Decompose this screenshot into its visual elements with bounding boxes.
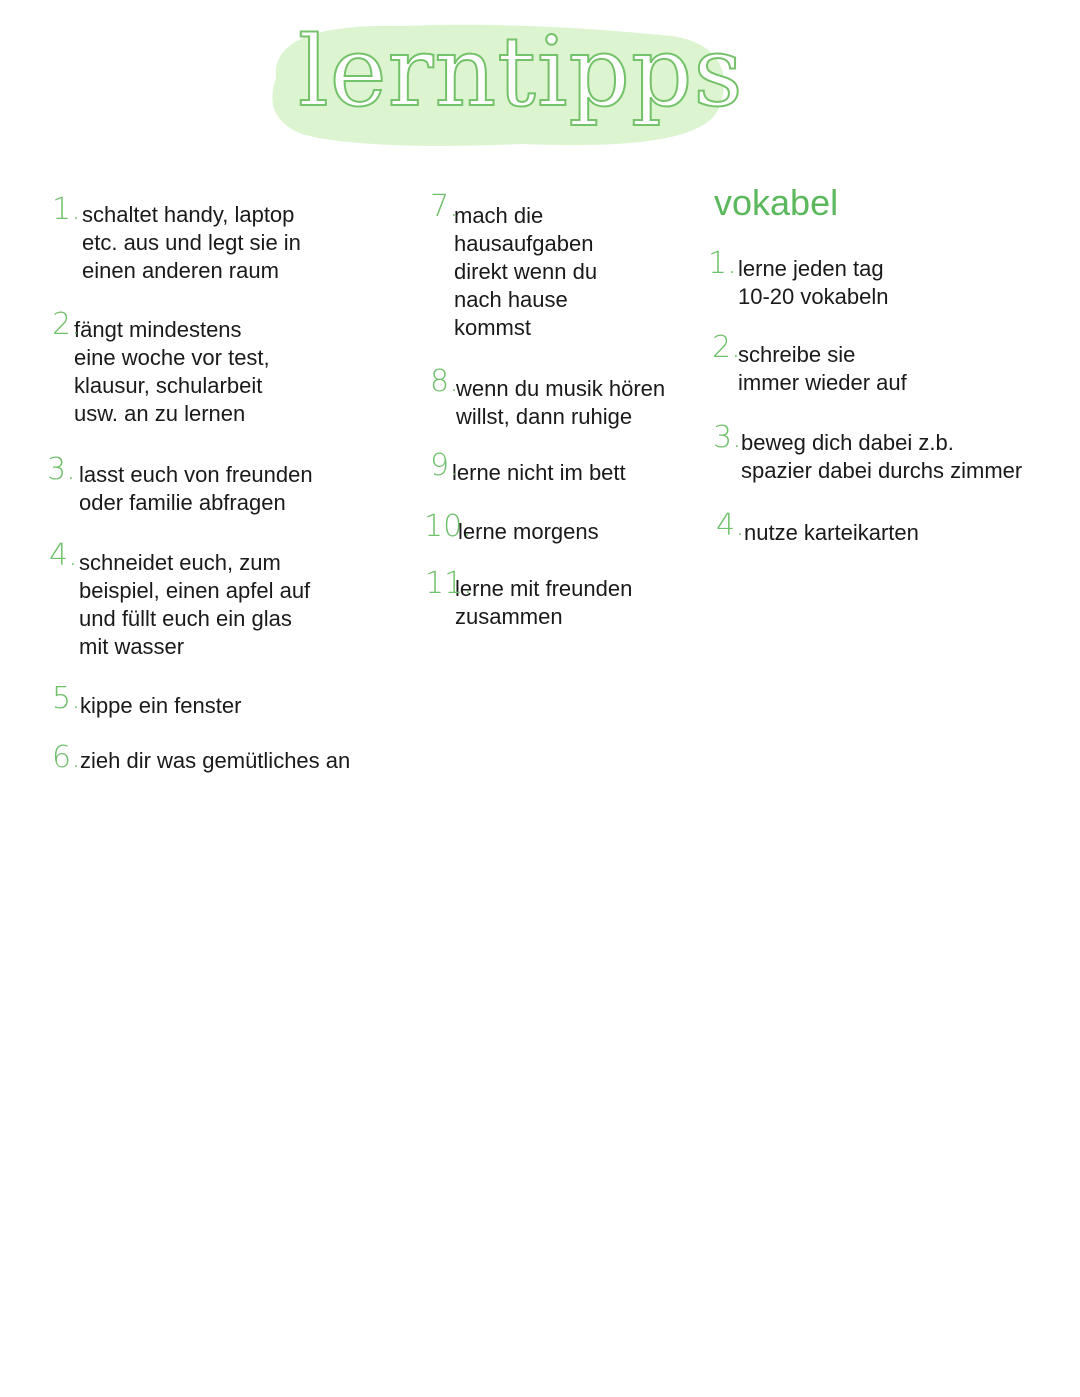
tip-item-3 xyxy=(47,452,313,517)
tip-number: 10. xyxy=(424,509,472,544)
tip-number: 9. xyxy=(430,448,459,483)
tip-text: zieh dir was gemütliches an xyxy=(80,748,351,773)
tip-text: mach die hausaufgaben direkt wenn du nach hause kommst xyxy=(454,203,598,340)
vokabel-tip-item-1 xyxy=(708,246,889,311)
tip-text: wenn du musik hören willst, dann ruhige xyxy=(456,376,666,429)
tip-number: 3. xyxy=(713,420,742,455)
tip-number: 8. xyxy=(430,364,459,399)
tip-number: 2. xyxy=(52,307,81,342)
tip-number: 5. xyxy=(52,681,81,716)
tip-item-11 xyxy=(425,566,633,631)
tip-text: lerne jeden tag 10-20 vokabeln xyxy=(738,256,889,309)
tip-number: 1. xyxy=(708,246,737,281)
tip-text: lerne nicht im bett xyxy=(452,460,626,485)
tip-item-10 xyxy=(424,509,599,546)
tip-number: 4. xyxy=(49,538,78,573)
tip-item-2 xyxy=(52,307,270,428)
vokabel-heading: vokabel xyxy=(714,182,839,223)
tip-text: nutze karteikarten xyxy=(744,520,919,545)
tip-item-6 xyxy=(52,740,351,775)
tip-item-7 xyxy=(430,189,598,342)
tip-item-8 xyxy=(430,364,666,431)
tip-item-1 xyxy=(52,192,301,285)
tip-text: beweg dich dabei z.b. spazier dabei durchs zimmer xyxy=(741,430,1023,483)
vokabel-tip-item-2 xyxy=(712,330,907,397)
tip-text: lasst euch von freunden oder familie abfragen xyxy=(79,462,313,515)
tip-text: schneidet euch, zum beispiel, einen apfel auf und füllt euch ein glas mit wasser xyxy=(79,550,311,659)
page-title: lerntipps xyxy=(298,16,744,128)
tip-number: 2. xyxy=(712,330,741,365)
title-block xyxy=(262,16,744,150)
vokabel-tip-item-4 xyxy=(716,508,919,547)
tip-item-5 xyxy=(52,681,242,720)
tip-number: 6. xyxy=(52,740,81,775)
vokabel-tip-item-3 xyxy=(713,420,1023,485)
tip-number: 11. xyxy=(425,566,473,601)
tip-item-9 xyxy=(430,448,626,487)
tip-text: fängt mindestens eine woche vor test, klausur, schularbeit usw. an zu lernen xyxy=(74,317,270,426)
tip-text: lerne mit freunden zusammen xyxy=(455,576,633,629)
tip-number: 7. xyxy=(430,189,459,224)
tip-text: lerne morgens xyxy=(458,519,599,544)
tip-item-4 xyxy=(49,538,311,661)
tip-text: kippe ein fenster xyxy=(80,693,242,718)
tip-text: schreibe sie immer wieder auf xyxy=(738,342,907,395)
tip-number: 3. xyxy=(47,452,76,487)
tip-number: 4. xyxy=(716,508,745,543)
tip-text: schaltet handy, laptop etc. aus und legt sie in einen anderen raum xyxy=(82,202,301,283)
tip-number: 1. xyxy=(52,192,81,227)
